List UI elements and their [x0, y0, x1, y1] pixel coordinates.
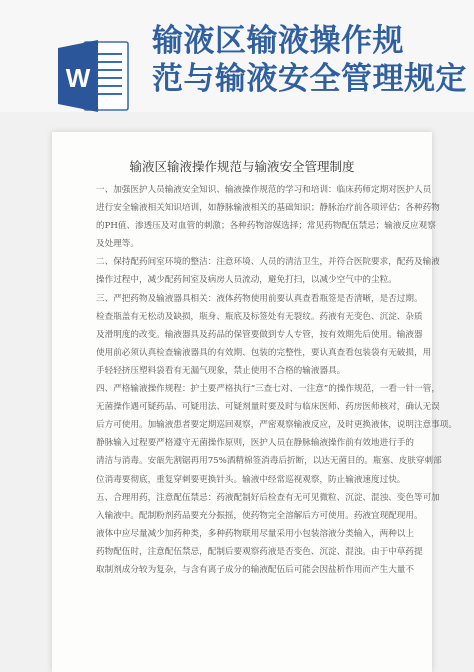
document-body: [96, 181, 457, 579]
body-line: 手轻轻挤压塑料袋看有无漏气现象，禁止使用不合格的输液器具。: [96, 365, 346, 376]
body-line: 检查瓶盖有无松动及缺损，瓶身、瓶底及标签处有无裂纹。药液有无变色、沉淀、杂质: [96, 311, 423, 322]
body-line: 液体中应尽量减少加药种类，多种药物联用尽量采用小包装溶液分类输入，两种以上: [96, 528, 414, 539]
body-line: 后方可使用。加输液患者要定期巡回观察，严密观察输液反应，及时更换液体，说明注意事项。: [96, 420, 457, 431]
body-line: 二、保持配药间室环境的整洁：注意环境、人员的清洁卫生，并符合医院要求，配药及输液: [96, 257, 440, 268]
body-line: 入输液中。配制粉剂药品要充分振摇，使药物完全溶解后方可使用。药液宜现配现用。: [96, 510, 423, 521]
body-line: 进行安全输液相关知识培训，如静脉输液相关的基础知识；静脉治疗前各项评估；各种药物: [96, 203, 440, 214]
word-document-icon: [58, 38, 130, 114]
body-line: 及处理等。: [96, 239, 139, 250]
body-line: 三、严把药物及输液器具相关：液体药物使用前要认真查看瓶签是否清晰，是否过期。: [96, 293, 423, 304]
body-line: 一、加强医护人员输液安全知识、输液操作规范的学习和培训：临床药师定期对医护人员: [96, 185, 432, 195]
body-line: 五、合理用药，注意配伍禁忌：药液配制好后检查有无可见微粒、沉淀、混浊、变色等可加: [96, 492, 440, 503]
word-letter: W: [65, 63, 91, 93]
body-line: 无菌操作遇可疑药品、可疑用法、可疑剂量时要及时与临床医师、药房医师核对，确认无误: [96, 402, 440, 413]
body-line: 操作过程中，减少配药间室及病房人员流动，避免打扫，以减少空气中的尘粒。: [96, 275, 397, 286]
page-headline: [152, 22, 470, 98]
body-line: 位消毒要彻底，重复穿刺要更换针头。输液中经常巡视观察，防止输液速度过快。: [96, 474, 406, 485]
body-line: 取制剂成分较为复杂，与含有离子成分的输液配伍后可能会因盐析作用而产生大量不: [96, 564, 414, 575]
body-line: 药物配伍时，注意配伍禁忌，配制后要观察药液是否变色、沉淀、混浊。由于中草药提: [96, 546, 423, 557]
body-line: 使用前必须认真检查输液器具的有效期、包装的完整性，要认真查看包装袋有无破损，用: [96, 347, 432, 358]
headline-line-1: 输液区输液操作规: [152, 23, 404, 59]
body-line: 静脉输入过程要严格遵守无菌操作原则，医护人员在静脉输液操作前有效地进行手的: [96, 438, 414, 449]
banner: [0, 0, 474, 112]
body-line: 及滑明度的改变。输液器具及药品的保管要做到专人专管，按有效期先后使用。输液器: [96, 329, 423, 340]
document-page: [52, 132, 457, 672]
body-line: 的PH值、渗透压及对血管的刺激；各种药物溶媒选择；常见药物配伍禁忌；输液反应观察: [96, 221, 436, 232]
body-line: 四、严格输液操作规程：护士要严格执行“三查七对、一注意”的操作规范，一看一针一管，: [96, 384, 440, 395]
headline-line-2: 范与输液安全管理规定: [152, 61, 467, 97]
body-line: 清洁与消毒。安瓿先割锯再用75%酒精棉签消毒后折断，以达无菌目的。瓶塞、皮肤穿刺部: [96, 456, 442, 467]
document-title: 输液区输液操作规范与输液安全管理制度: [129, 159, 355, 174]
